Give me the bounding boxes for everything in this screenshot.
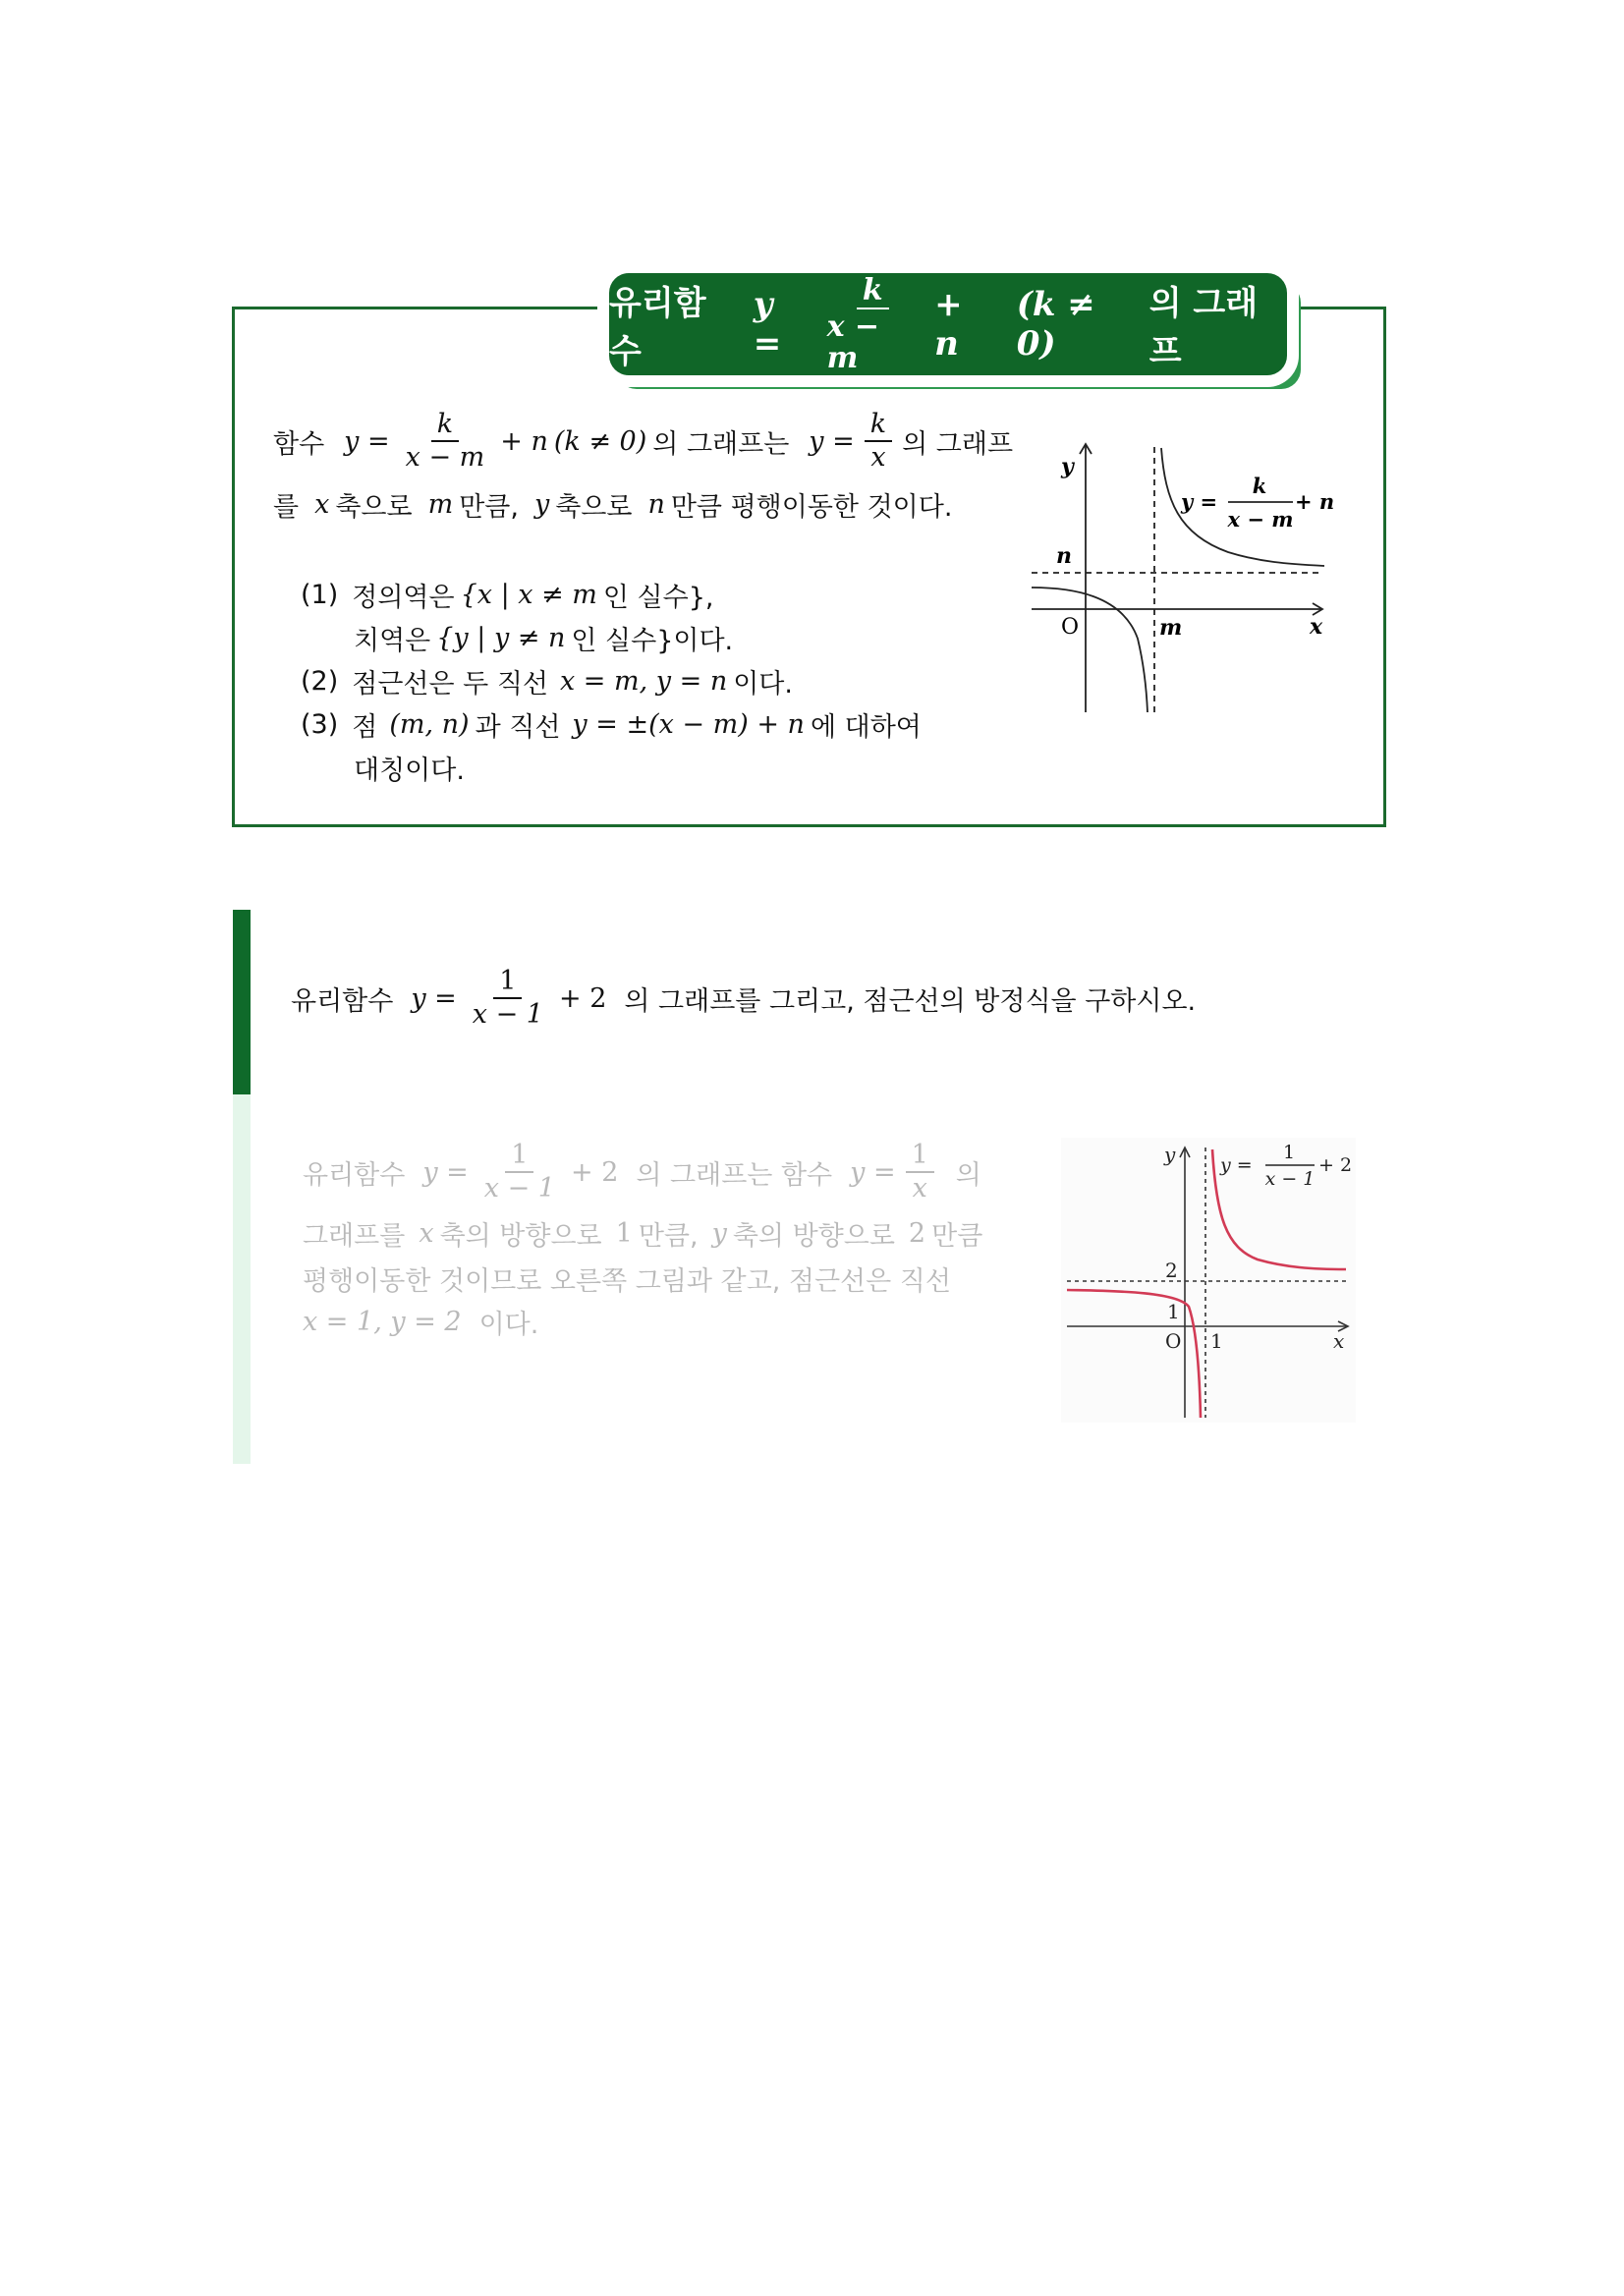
frac-den: x (870, 442, 886, 474)
text: 대칭이다. (354, 756, 465, 786)
math: x (314, 489, 330, 520)
fraction (400, 411, 491, 473)
concept-title (609, 273, 1287, 375)
solution-line-1 (303, 1142, 981, 1204)
text: 축으로 (335, 492, 413, 523)
frac-den: x (912, 1173, 927, 1204)
text: 의 (955, 1159, 981, 1191)
fraction (467, 968, 549, 1030)
item-number: (2) (301, 666, 339, 697)
text: 축의 방향으로 (439, 1221, 602, 1252)
frac-den: x − 1 (483, 1173, 555, 1204)
concept-line-1 (273, 411, 1013, 473)
text: 함수 (273, 428, 325, 460)
title-den: x − m (826, 309, 880, 375)
item-3 (301, 705, 922, 744)
math: y = ±(x − m) + n (572, 709, 805, 740)
frac-num: 1 (906, 1142, 934, 1173)
graph-x-label: x (1333, 1329, 1345, 1353)
text: 의 그래프는 함수 (636, 1159, 833, 1191)
graph-label-2: 2 (1165, 1259, 1178, 1282)
frac-den: x − 1 (472, 999, 543, 1031)
math: x = m, y = n (560, 666, 728, 697)
item-1 (301, 576, 713, 614)
text: 인 실수}이다. (571, 626, 734, 656)
text: 그래프를 (303, 1221, 406, 1252)
math: 1 (615, 1218, 633, 1249)
title-num: k (857, 275, 889, 310)
math: y (533, 489, 550, 520)
text: 치역은 (354, 626, 431, 656)
item-2 (301, 662, 793, 700)
math: {x | x ≠ m (460, 580, 597, 610)
problem-bar (233, 910, 251, 1094)
math: y = (422, 1156, 469, 1188)
graph-eq-y: y = (1220, 1154, 1253, 1176)
concept-line-2 (273, 485, 952, 524)
text: 축으로 (555, 492, 633, 523)
item-number: (1) (301, 580, 339, 610)
solution-line-2 (303, 1214, 982, 1253)
math: y = (344, 425, 390, 457)
math: + 2 (559, 982, 607, 1014)
math: (k ≠ 0) (553, 425, 647, 457)
text: 의 그래프를 그리고, 점근선의 방정식을 구하시오. (624, 985, 1197, 1017)
math: m (427, 489, 454, 520)
graph-y-label: y (1164, 1143, 1176, 1166)
math: y = (411, 982, 457, 1014)
graph-eq-num: 1 (1282, 1142, 1296, 1163)
graph-origin: O (1165, 1329, 1182, 1353)
title-condition: (k ≠ 0) (1016, 285, 1095, 364)
graph-eq-plus: + 2 (1318, 1154, 1353, 1176)
graph-eq-plus: + n (1295, 489, 1335, 514)
lower-branch (1032, 588, 1148, 712)
title-plus-n: + n (934, 285, 963, 364)
fraction (906, 1142, 934, 1204)
graph-label-1-x: 1 (1210, 1329, 1223, 1353)
frac-num: 1 (505, 1142, 533, 1173)
fraction (865, 411, 892, 473)
frac-den: x − m (405, 442, 485, 474)
problem-statement (291, 968, 1196, 1030)
text: 의 그래프 (902, 428, 1014, 460)
text: 에 대하여 (810, 712, 922, 743)
item-3b (354, 749, 465, 787)
item-1b (354, 619, 733, 657)
math: y (711, 1218, 727, 1249)
math: {y | y ≠ n (436, 623, 566, 653)
graph-n-label: n (1056, 543, 1072, 569)
math: x (419, 1218, 434, 1249)
text: 만큼 (931, 1221, 983, 1252)
graph-origin: O (1061, 615, 1080, 640)
text: 만큼, (459, 492, 519, 523)
text: 인 실수}, (602, 583, 714, 613)
graph-eq-y: y = (1181, 489, 1218, 514)
math: x = 1, y = 2 (303, 1307, 462, 1337)
concept-graph (1032, 432, 1356, 717)
math: n (647, 489, 665, 520)
solution-graph (1061, 1138, 1356, 1423)
solution-line-3 (303, 1260, 951, 1298)
frac-num: 1 (493, 968, 522, 999)
solution-bar (233, 1094, 251, 1464)
math: + n (500, 425, 548, 457)
math: + 2 (571, 1156, 619, 1188)
math: (m, n) (389, 709, 470, 740)
frac-num: k (865, 411, 892, 442)
title-y-eq: y = (753, 285, 782, 364)
fraction (478, 1142, 561, 1204)
text: 점 (352, 712, 378, 743)
text: 의 그래프는 (652, 428, 790, 460)
graph-eq-den: x − m (1227, 507, 1294, 532)
graph-m-label: m (1159, 615, 1183, 641)
text: 이다. (733, 669, 793, 700)
math: y = (850, 1156, 896, 1188)
text: 평행이동한 것이므로 오른쪽 그림과 같고, 점근선은 직선 (303, 1266, 951, 1297)
graph-label-1-y: 1 (1167, 1300, 1180, 1323)
graph-y-label: y (1061, 454, 1074, 479)
item-number: (3) (301, 709, 339, 740)
title-suffix: 의 그래프 (1148, 284, 1259, 371)
graph-eq-den: x − 1 (1264, 1168, 1316, 1190)
text: 만큼, (638, 1221, 699, 1252)
text: 과 직선 (475, 712, 561, 743)
math: y = (809, 425, 855, 457)
text: 를 (273, 492, 300, 523)
text: 정의역은 (352, 583, 455, 613)
graph-eq-num: k (1252, 474, 1267, 498)
text: 축의 방향으로 (732, 1221, 895, 1252)
text: 점근선은 두 직선 (352, 669, 548, 700)
title-prefix: 유리함수 (609, 284, 706, 371)
solution-line-4 (303, 1303, 538, 1341)
frac-num: k (431, 411, 459, 442)
graph-x-label: x (1310, 614, 1323, 640)
title-fraction (821, 272, 924, 375)
text: 만큼 평행이동한 것이다. (670, 492, 953, 523)
text: 이다. (478, 1310, 539, 1340)
math: 2 (908, 1218, 926, 1249)
text: 유리함수 (291, 985, 394, 1017)
text: 유리함수 (303, 1159, 406, 1191)
